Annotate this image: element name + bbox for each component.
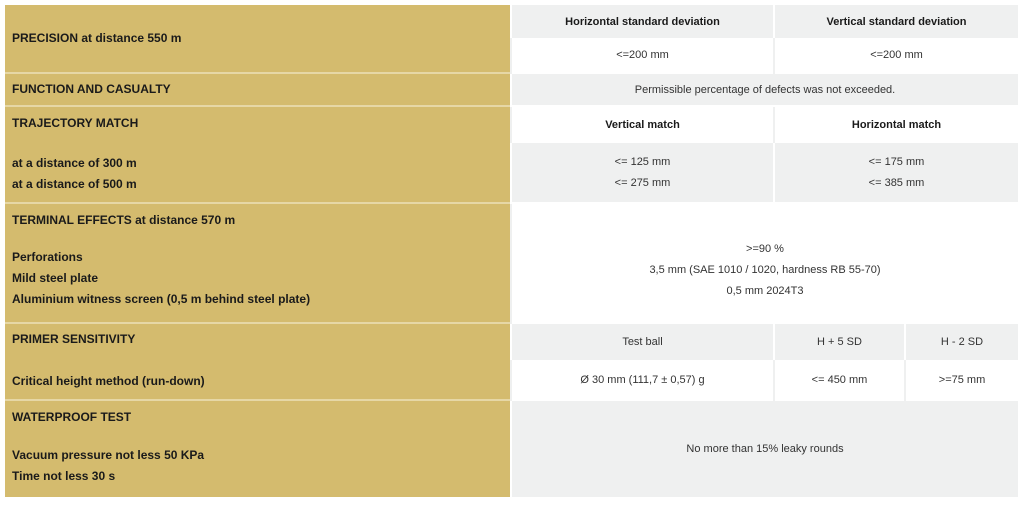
primer-test-ball-header: Test ball	[511, 323, 774, 360]
function-label: FUNCTION AND CASUALTY	[12, 82, 171, 96]
precision-header-row	[5, 5, 1018, 38]
trajectory-horizontal-values	[774, 143, 1018, 203]
trajectory-vertical-values	[511, 143, 774, 203]
precision-horizontal-value: <=200 mm	[511, 38, 774, 73]
terminal-aluminium-label: Aluminium witness screen (0,5 m behind steel plate)	[12, 292, 311, 306]
primer-header-row	[5, 323, 1018, 360]
trajectory-label-cell	[5, 106, 511, 203]
primer-label: PRIMER SENSITIVITY	[12, 332, 136, 346]
trajectory-300-label: at a distance of 300 m	[12, 156, 137, 170]
terminal-row	[5, 203, 1018, 323]
waterproof-label: WATERPROOF TEST	[12, 410, 132, 424]
terminal-perforations-value: >=90 %	[746, 242, 784, 255]
trajectory-horizontal-header: Horizontal match	[774, 106, 1018, 143]
waterproof-time-label: Time not less 30 s	[12, 469, 116, 483]
function-label-cell	[5, 73, 511, 106]
primer-h-minus-value: >=75 mm	[905, 360, 1018, 400]
terminal-label-cell	[5, 203, 511, 323]
terminal-aluminium-value: 0,5 mm 2024T3	[726, 284, 804, 297]
terminal-steel-value: 3,5 mm (SAE 1010 / 1020, hardness RB 55-70)	[649, 263, 881, 276]
trajectory-vertical-500: <= 275 mm	[614, 176, 671, 189]
terminal-values	[511, 203, 1018, 323]
function-value: Permissible percentage of defects was not exceeded.	[511, 73, 1018, 106]
terminal-perforations-label: Perforations	[12, 250, 83, 264]
primer-label-cell	[5, 323, 511, 400]
waterproof-row	[5, 400, 1018, 497]
primer-method-label: Critical height method (run-down)	[12, 374, 205, 388]
trajectory-horizontal-300: <= 175 mm	[868, 155, 925, 168]
trajectory-header-row	[5, 106, 1018, 143]
specification-table	[5, 5, 1018, 497]
trajectory-vertical-header: Vertical match	[511, 106, 774, 143]
waterproof-value: No more than 15% leaky rounds	[511, 400, 1018, 497]
primer-h-plus-header: H + 5 SD	[774, 323, 905, 360]
trajectory-label: TRAJECTORY MATCH	[12, 116, 139, 130]
terminal-label: TERMINAL EFFECTS at distance 570 m	[12, 213, 236, 227]
trajectory-500-label: at a distance of 500 m	[12, 177, 137, 191]
primer-h-minus-header: H - 2 SD	[905, 323, 1018, 360]
primer-test-ball-value: Ø 30 mm (111,7 ± 0,57) g	[511, 360, 774, 400]
precision-horizontal-header: Horizontal standard deviation	[511, 5, 774, 38]
trajectory-horizontal-500: <= 385 mm	[868, 176, 925, 189]
function-row	[5, 73, 1018, 106]
precision-vertical-value: <=200 mm	[774, 38, 1018, 73]
precision-label: PRECISION at distance 550 m	[12, 31, 182, 45]
trajectory-vertical-300: <= 125 mm	[614, 155, 671, 168]
waterproof-label-cell	[5, 400, 511, 497]
precision-vertical-header: Vertical standard deviation	[774, 5, 1018, 38]
primer-h-plus-value: <= 450 mm	[774, 360, 905, 400]
terminal-steel-label: Mild steel plate	[12, 271, 99, 285]
waterproof-vacuum-label: Vacuum pressure not less 50 KPa	[12, 448, 205, 462]
precision-label-cell	[5, 5, 511, 73]
